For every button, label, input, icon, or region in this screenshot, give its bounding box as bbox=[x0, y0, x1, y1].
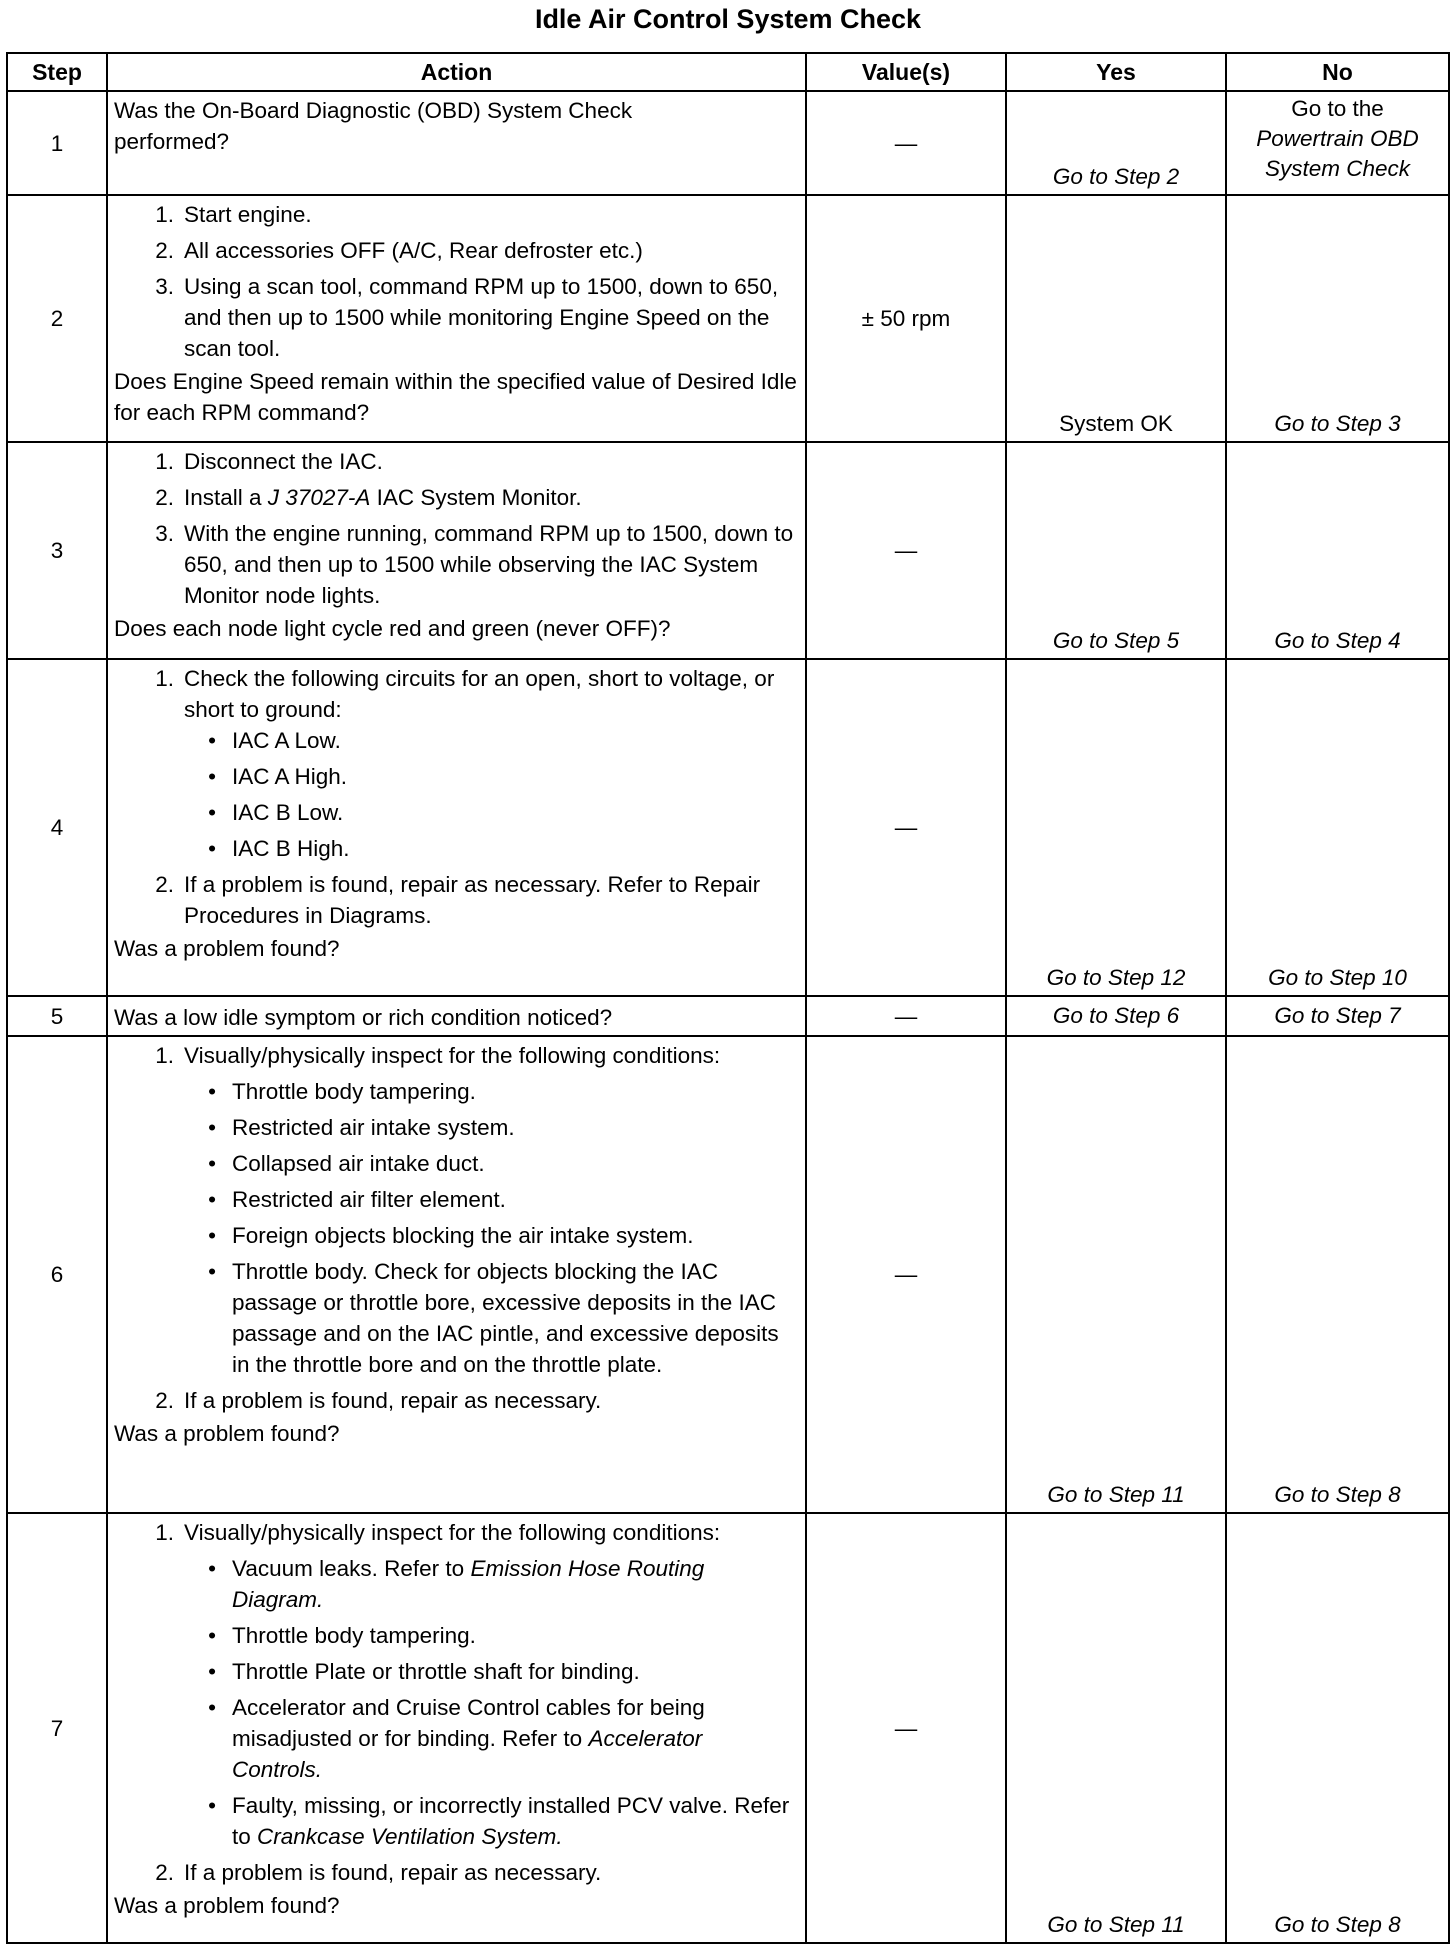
no-cell: Go to Step 7 bbox=[1226, 996, 1449, 1036]
no-cell-lead: Go to the bbox=[1291, 96, 1384, 121]
item-text: If a problem is found, repair as necessary. bbox=[184, 1860, 602, 1885]
bullet-text: Vacuum leaks. Refer to bbox=[232, 1556, 471, 1581]
bullet-text: IAC A High. bbox=[232, 764, 348, 789]
step-number: 1 bbox=[7, 91, 107, 195]
item-text: All accessories OFF (A/C, Rear defroster etc.) bbox=[184, 238, 643, 263]
step-number: 3 bbox=[7, 442, 107, 659]
table-row bbox=[7, 659, 1449, 996]
table-row bbox=[7, 91, 1449, 195]
no-cell: Go to Step 10 bbox=[1226, 659, 1449, 996]
item-number: 2. bbox=[155, 485, 174, 510]
bullet-text: Restricted air filter element. bbox=[232, 1187, 506, 1212]
yes-cell: Go to Step 5 bbox=[1006, 442, 1226, 659]
step-number: 7 bbox=[7, 1513, 107, 1943]
item-text: Start engine. bbox=[184, 202, 312, 227]
value-cell: — bbox=[806, 659, 1006, 996]
action-question: Was the On-Board Diagnostic (OBD) System Check performed? bbox=[114, 98, 633, 154]
no-cell: Go to Step 4 bbox=[1226, 442, 1449, 659]
value-cell: — bbox=[806, 442, 1006, 659]
item-number: 3. bbox=[155, 274, 174, 299]
item-text: Disconnect the IAC. bbox=[184, 449, 383, 474]
action-cell: 1. Visually/physically inspect for the following conditions: • Vacuum leaks. Refer to Emission Hose Routing Diagram. • Throttle body tampering. • Throttle Plate or throttle shaft for binding. • Accelerator and Cruise Control cables for being misadjusted or for binding. Refer to Accelerator Controls. • Faulty, missing, or incorrectly installed PCV valve. Refer to Crankcase Ventilation System. 2. If a problem is found, repair as necessary. Was a problem found? bbox=[107, 1513, 806, 1943]
table-row bbox=[7, 442, 1449, 659]
bullet-text: Restricted air intake system. bbox=[232, 1115, 515, 1140]
action-cell: 1. Check the following circuits for an open, short to voltage, or short to ground: • IAC A Low. • IAC A High. • IAC B Low. • IAC B High. 2. If a problem is found, repair as necessary. Refer to Repair Procedures in Diagrams. Was a problem found? bbox=[107, 659, 806, 996]
yes-cell: Go to Step 11 bbox=[1006, 1513, 1226, 1943]
item-text: Using a scan tool, command RPM up to 1500, down to 650, and then up to 1500 while monitoring Engine Speed on the scan tool. bbox=[184, 274, 779, 361]
bullet-text: Throttle body tampering. bbox=[232, 1079, 476, 1104]
action-question: Was a low idle symptom or rich condition noticed? bbox=[114, 1004, 613, 1030]
value-cell: — bbox=[806, 1513, 1006, 1943]
yes-cell: Go to Step 11 bbox=[1006, 1036, 1226, 1513]
reference-text: Accelerator Controls. bbox=[232, 1726, 703, 1782]
table-row bbox=[7, 1036, 1449, 1513]
step-number: 4 bbox=[7, 659, 107, 996]
item-text: If a problem is found, repair as necessary. bbox=[184, 1388, 602, 1413]
bullet-text: Throttle body tampering. bbox=[232, 1623, 476, 1648]
yes-cell: Go to Step 2 bbox=[1006, 91, 1226, 195]
item-text: Visually/physically inspect for the following conditions: bbox=[184, 1043, 721, 1068]
yes-cell: System OK bbox=[1006, 195, 1226, 442]
action-question: Does Engine Speed remain within the specified value of Desired Idle for each RPM command? bbox=[114, 369, 797, 425]
no-cell: Go to Step 3 bbox=[1226, 195, 1449, 442]
action-cell bbox=[107, 91, 806, 195]
header-action: Action bbox=[107, 53, 806, 91]
action-question: Was a problem found? bbox=[114, 1421, 340, 1446]
table-header-row bbox=[7, 53, 1449, 91]
bullet-text: Collapsed air intake duct. bbox=[232, 1151, 485, 1176]
no-cell: Go to Step 8 bbox=[1226, 1513, 1449, 1943]
item-number: 2. bbox=[155, 238, 174, 263]
step-number: 5 bbox=[7, 996, 107, 1036]
action-cell: 1. Visually/physically inspect for the following conditions: • Throttle body tampering. • Restricted air intake system. • Collapsed air intake duct. • Restricted air filter element. • Foreign objects blocking the air intake system. • Throttle body. Check for objects blocking the IAC passage or throttle bore, excessive deposits in the IAC passage and on the IAC pintle, and excessive deposits in the throttle bore and on the throttle plate. 2. If a problem is found, repair as necessary. Was a problem found? bbox=[107, 1036, 806, 1513]
bullet-text: Throttle Plate or throttle shaft for binding. bbox=[232, 1659, 640, 1684]
table-row bbox=[7, 195, 1449, 442]
yes-cell: Go to Step 12 bbox=[1006, 659, 1226, 996]
idle-air-control-check-table bbox=[6, 52, 1450, 1944]
item-text: If a problem is found, repair as necessary. Refer to Repair Procedures in Diagrams. bbox=[184, 872, 761, 928]
bullet-text: Accelerator and Cruise Control cables for being misadjusted or for binding. Refer to bbox=[232, 1695, 705, 1751]
item-text: IAC System Monitor. bbox=[370, 485, 582, 510]
action-question: Was a problem found? bbox=[114, 1893, 340, 1918]
table-row bbox=[7, 996, 1449, 1036]
bullet-text: IAC B High. bbox=[232, 836, 350, 861]
item-text: Visually/physically inspect for the following conditions: bbox=[184, 1520, 721, 1545]
action-question: Does each node light cycle red and green (never OFF)? bbox=[114, 616, 671, 641]
bullet-text: IAC A Low. bbox=[232, 728, 341, 753]
reference-text: Crankcase Ventilation System. bbox=[257, 1824, 563, 1849]
item-number: 3. bbox=[155, 521, 174, 546]
header-values: Value(s) bbox=[806, 53, 1006, 91]
value-cell: — bbox=[806, 996, 1006, 1036]
action-question: Was a problem found? bbox=[114, 936, 340, 961]
no-cell: Go to Step 8 bbox=[1226, 1036, 1449, 1513]
item-number: 1. bbox=[155, 202, 174, 227]
no-cell bbox=[1226, 91, 1449, 195]
tool-reference: J 37027-A bbox=[267, 485, 371, 510]
bullet-text: Foreign objects blocking the air intake system. bbox=[232, 1223, 694, 1248]
reference-text: Powertrain OBD System Check bbox=[1256, 126, 1419, 181]
item-text: With the engine running, command RPM up to 1500, down to 650, and then up to 1500 while observing the IAC System Monitor node lights. bbox=[184, 521, 794, 608]
yes-cell: Go to Step 6 bbox=[1006, 996, 1226, 1036]
reference-text: Emission Hose Routing Diagram. bbox=[232, 1556, 705, 1612]
step-number: 2 bbox=[7, 195, 107, 442]
bullet-text: IAC B Low. bbox=[232, 800, 344, 825]
value-cell: — bbox=[806, 1036, 1006, 1513]
item-text: Install a bbox=[184, 485, 268, 510]
no-cell-text bbox=[1256, 96, 1419, 181]
action-cell bbox=[107, 996, 806, 1036]
header-yes: Yes bbox=[1006, 53, 1226, 91]
item-number: 1. bbox=[155, 449, 174, 474]
table-row bbox=[7, 1513, 1449, 1943]
page-title: Idle Air Control System Check bbox=[534, 4, 922, 34]
step-number: 6 bbox=[7, 1036, 107, 1513]
value-cell: — bbox=[806, 91, 1006, 195]
header-step: Step bbox=[7, 53, 107, 91]
item-text: Check the following circuits for an open, short to voltage, or short to ground: bbox=[184, 666, 775, 722]
value-cell: ± 50 rpm bbox=[806, 195, 1006, 442]
bullet-text: Throttle body. Check for objects blocking the IAC passage or throttle bore, excessive deposits in the IAC passage and on the IAC pintle, and excessive deposits in the throttle bore and on the throttle plate. bbox=[232, 1259, 779, 1377]
action-cell bbox=[107, 195, 806, 442]
header-no: No bbox=[1226, 53, 1449, 91]
bullet-text: Faulty, missing, or incorrectly installed PCV valve. Refer to bbox=[232, 1793, 790, 1849]
action-cell bbox=[107, 442, 806, 659]
